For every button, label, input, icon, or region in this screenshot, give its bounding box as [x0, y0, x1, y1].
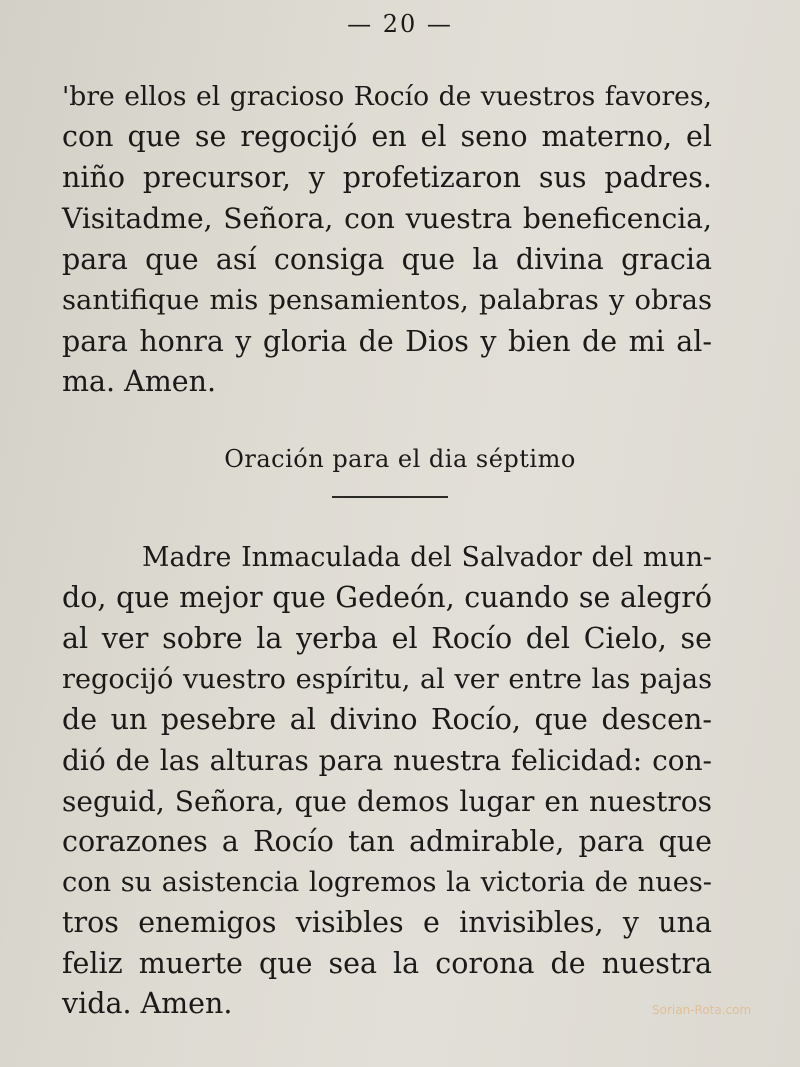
text-line: ma. Amen. — [62, 365, 217, 398]
text-line: santifique mis pensamientos, palabras y obras — [62, 285, 712, 316]
text-line: Visitadme, Señora, con vuestra beneficencia, — [62, 202, 712, 235]
section-heading: Oración para el dia séptimo — [224, 445, 576, 473]
text-line: seguid, Señora, que demos lugar en nuestros — [62, 785, 712, 818]
text-line: 'bre ellos el gracioso Rocío de vuestros favores, — [62, 81, 712, 112]
text-line: de un pesebre al divino Rocío, que descen- — [62, 703, 712, 736]
text-line: vida. Amen. — [62, 987, 233, 1020]
text-line: dió de las alturas para nuestra felicidad: con- — [62, 744, 712, 777]
page-number: — 20 — — [347, 10, 453, 38]
text-line: con su asistencia logremos la victoria de nues- — [62, 867, 712, 898]
text-line: para honra y gloria de Dios y bien de mi al- — [62, 325, 712, 358]
text-line: tros enemigos visibles e invisibles, y una — [62, 906, 712, 939]
text-line: para que así consiga que la divina gracia — [62, 243, 712, 276]
text-line: regocijó vuestro espíritu, al ver entre las pajas — [62, 664, 712, 695]
text-line: corazones a Rocío tan admirable, para que — [62, 825, 712, 858]
watermark: Sorian-Rota.com — [652, 1003, 752, 1017]
heading-divider — [332, 496, 448, 498]
text-line: do, que mejor que Gedeón, cuando se alegró — [62, 581, 712, 614]
text-line: Madre Inmaculada del Salvador del mun- — [142, 542, 712, 573]
text-line: feliz muerte que sea la corona de nuestra — [62, 947, 712, 980]
text-line: al ver sobre la yerba el Rocío del Cielo, se — [62, 622, 712, 655]
text-line: niño precursor, y profetizaron sus padres. — [62, 161, 712, 194]
text-line: con que se regocijó en el seno materno, el — [62, 120, 712, 153]
